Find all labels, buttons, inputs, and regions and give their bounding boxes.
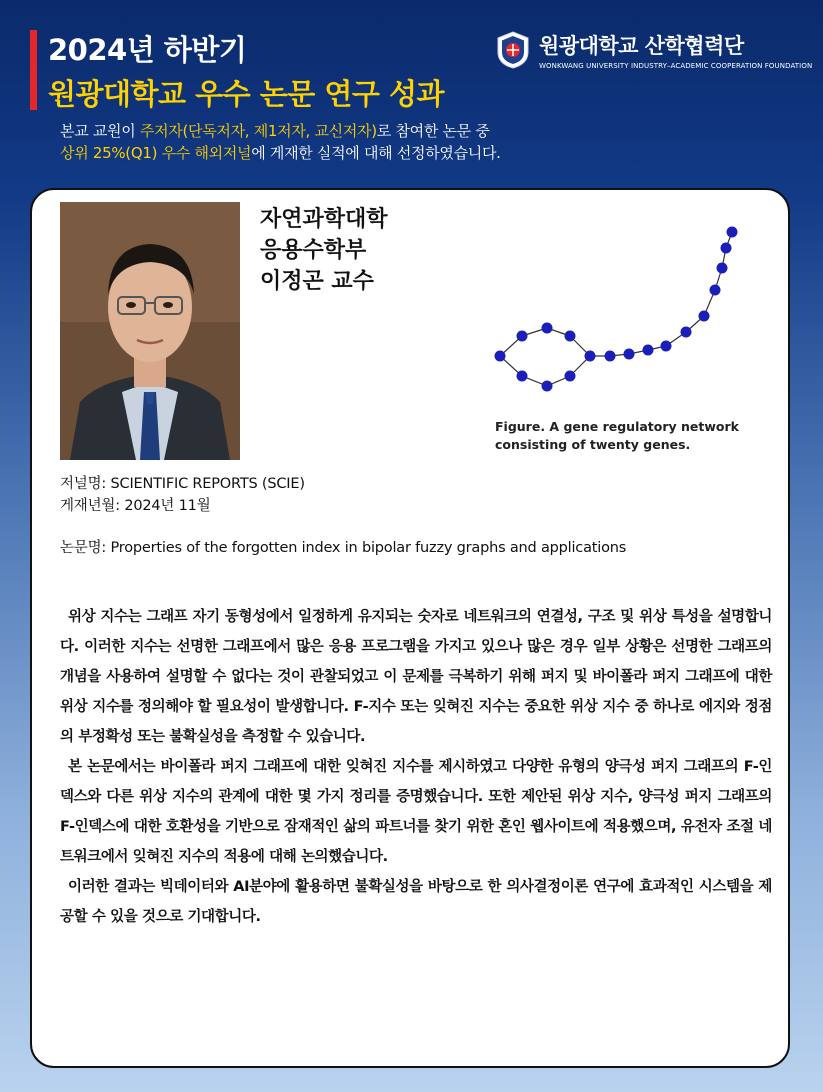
network-node: [585, 351, 596, 362]
network-node: [542, 381, 553, 392]
university-emblem-icon: [495, 30, 531, 70]
intro-highlight-2: 상위 25%(Q1) 우수 해외저널: [60, 144, 252, 162]
intro-text-2: 에 게재한 실적에 대해 선정하였습니다.: [251, 144, 501, 162]
network-node: [717, 263, 728, 274]
network-node: [542, 323, 553, 334]
journal-name: 저널명: SCIENTIFIC REPORTS (SCIE): [60, 476, 305, 492]
network-node: [727, 227, 738, 238]
network-node: [605, 351, 616, 362]
department-name: 응용수학부: [260, 238, 367, 263]
network-node: [721, 243, 732, 254]
network-node: [517, 331, 528, 342]
intro-text-1a: 본교 교원이: [60, 122, 140, 140]
network-node: [624, 349, 635, 360]
network-node: [517, 371, 528, 382]
page-title-line2: 원광대학교 우수 논문 연구 성과: [48, 77, 445, 111]
figure-caption: [495, 418, 739, 454]
summary-paragraph-2: 본 논문에서는 바이폴라 퍼지 그래프에 대한 잊혀진 지수를 제시하였고 다양한 유형의 양극성 퍼지 그래프의 F-인덱스와 다른 위상 지수의 관계에 대한 몇 가지 정리를 증명했습니다. 또한 제안된 위상 지수, 양극성 퍼지 그래프의 F-인덱스에 대한 호환성을 기반으로 잠재적인 삶의 파트너를 찾기 위한 혼인 웹사이트에 적용했으며, 유전자 조절 네트워크에서 잊혀진 지수의 적용에 대해 논의했습니다.: [60, 759, 772, 865]
network-node: [565, 331, 576, 342]
title-accent-bar: [30, 30, 37, 110]
college-name: 자연과학대학: [260, 207, 388, 232]
logo-name-english: WONKWANG UNIVERSITY INDUSTRY–ACADEMIC COOPERATION FOUNDATION: [539, 62, 813, 70]
research-card: [30, 188, 790, 1068]
network-node: [681, 327, 692, 338]
network-node: [565, 371, 576, 382]
intro-text: [60, 120, 501, 164]
logo-name-korean: 원광대학교 산학협력단: [539, 34, 744, 58]
page-title-line1: 2024년 하반기: [48, 33, 247, 67]
researcher-photo: [60, 202, 240, 460]
researcher-info: [260, 204, 388, 297]
publication-date: 게재년월: 2024년 11월: [60, 498, 211, 514]
intro-text-1b: 로 참여한 논문 중: [376, 122, 490, 140]
network-node: [643, 345, 654, 356]
network-node: [495, 351, 506, 362]
gene-network-figure: [472, 210, 742, 410]
network-node: [710, 285, 721, 296]
intro-highlight-1: 주저자(단독저자, 제1저자, 교신저자): [139, 122, 377, 140]
summary-paragraph-3: 이러한 결과는 빅데이터와 AI분야에 활용하면 불확실성을 바탕으로 한 의사결정이론 연구에 효과적인 시스템을 제공할 수 있을 것으로 기대합니다.: [60, 879, 772, 925]
summary-body: [60, 602, 772, 932]
summary-paragraph-1: 위상 지수는 그래프 자기 동형성에서 일정하게 유지되는 숫자로 네트워크의 연결성, 구조 및 위상 특성을 설명합니다. 이러한 지수는 선명한 그래프에서 많은 응용 프로그램을 가지고 있으나 많은 경우 일부 상황은 선명한 그래프의 개념을 사용하여 설명할 수 없다는 것이 관찰되었고 이 문제를 극복하기 위해 퍼지 및 바이폴라 퍼지 그래프에 대한 위상 지수를 정의해야 할 필요성이 발생합니다. F-지수 또는 잊혀진 지수는 중요한 위상 지수 중 하나로 에지와 정점의 부정확성 또는 불확실성을 측정할 수 있습니다.: [60, 609, 772, 745]
university-logo: [495, 30, 812, 70]
paper-title: 논문명: Properties of the forgotten index in bipolar fuzzy graphs and applications: [60, 540, 627, 556]
professor-name: 이정곤 교수: [260, 269, 374, 294]
figure-caption-line2: consisting of twenty genes.: [495, 437, 691, 452]
network-node: [661, 341, 672, 352]
figure-caption-line1: Figure. A gene regulatory network: [495, 419, 739, 434]
network-node: [699, 311, 710, 322]
